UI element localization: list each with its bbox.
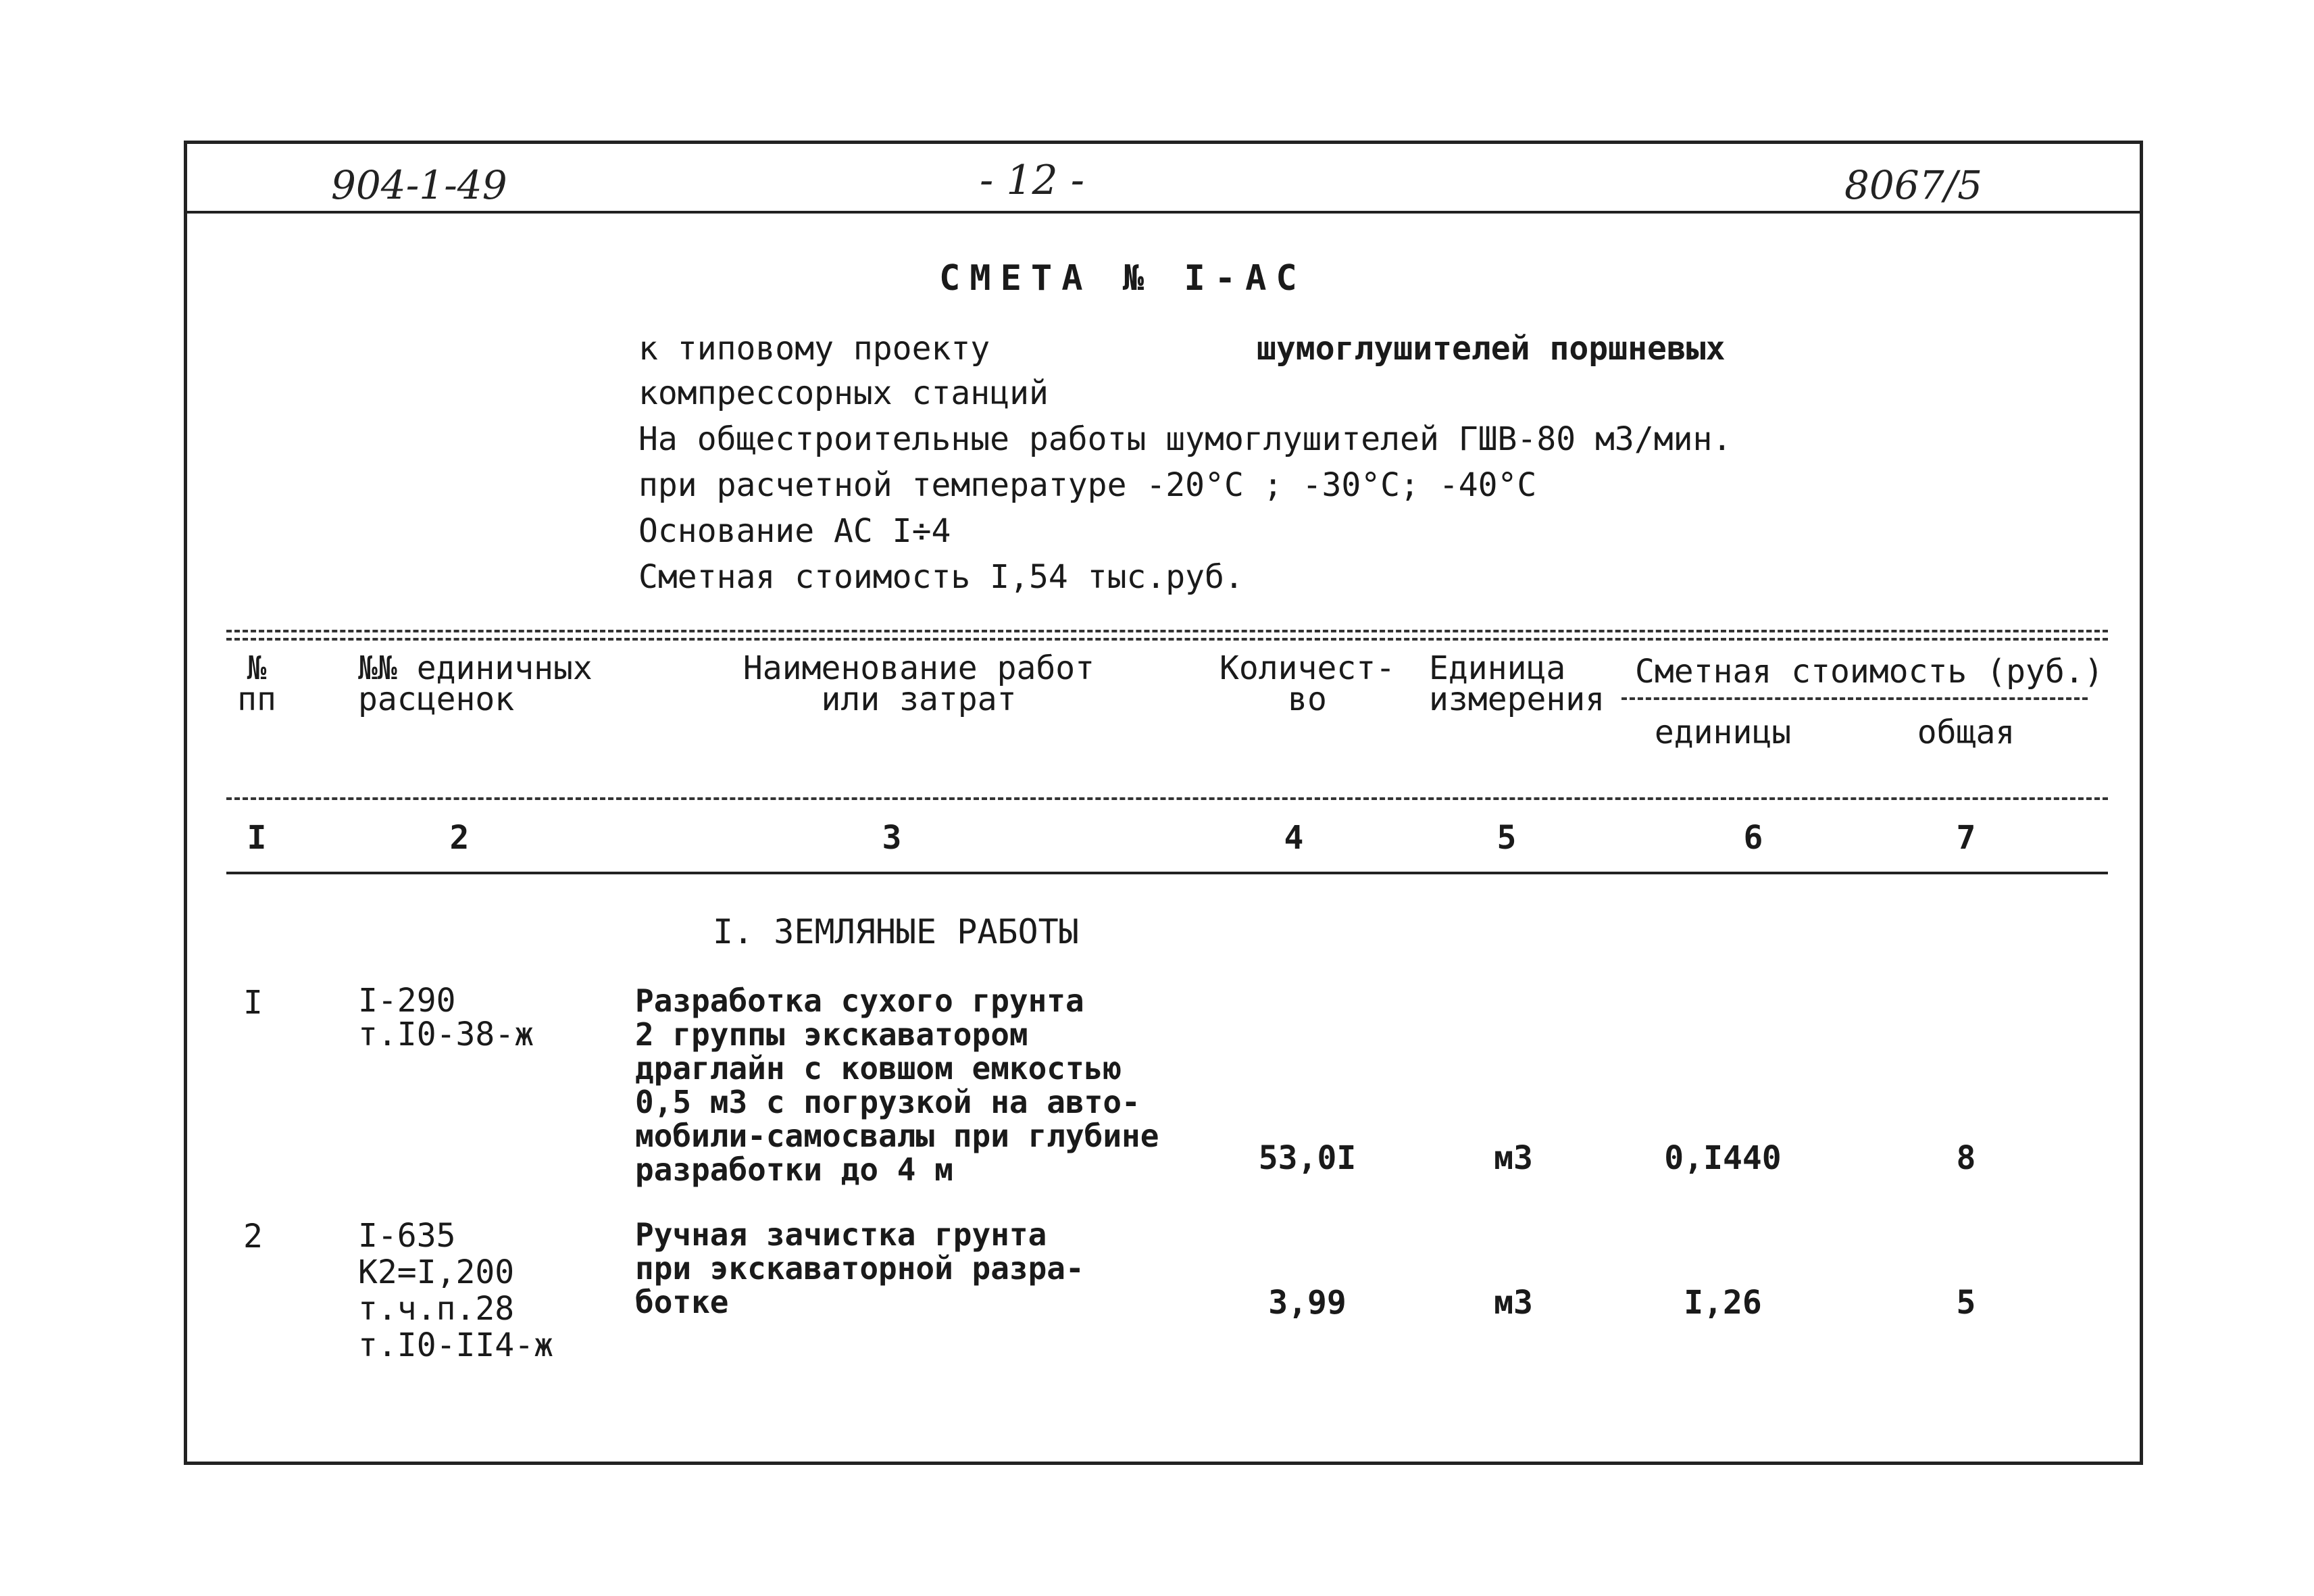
section-title: I. ЗЕМЛЯНЫЕ РАБОТЫ bbox=[713, 912, 1079, 951]
intro-line1-right: шумоглушителей поршневых bbox=[1257, 330, 1726, 368]
row-code: т.ч.п.28 bbox=[358, 1290, 515, 1328]
colnum-3: 3 bbox=[882, 819, 902, 857]
row-code: т.I0-II4-ж bbox=[358, 1326, 553, 1364]
row-total: 8 bbox=[1956, 1139, 1976, 1177]
intro-line2: компрессорных станций bbox=[638, 374, 1049, 412]
row-desc-line: 0,5 м3 с погрузкой на авто- bbox=[635, 1084, 1140, 1120]
header-col5-line2: измерения bbox=[1429, 680, 1605, 718]
row-unit-cost: I,26 bbox=[1684, 1284, 1762, 1322]
row-codes bbox=[358, 984, 534, 1051]
intro-line1-left: к типовому проекту bbox=[638, 330, 990, 368]
page-number: - 12 - bbox=[980, 157, 1085, 204]
intro-line3: На общестроительные работы шумоглушителей ГШВ-80 м3/мин. bbox=[638, 420, 1732, 458]
table-top-rule-2 bbox=[226, 638, 2108, 641]
row-desc-line: разработки до 4 м bbox=[635, 1151, 953, 1188]
row-codes bbox=[358, 1218, 553, 1364]
archive-number: 8067/5 bbox=[1844, 162, 1983, 208]
row-desc-line: мобили-самосвалы при глубине bbox=[635, 1118, 1159, 1154]
header-col5-line1: Единица bbox=[1429, 649, 1566, 687]
header-col4-line1: Количест- bbox=[1219, 649, 1396, 687]
row-desc-line: Ручная зачистка грунта bbox=[635, 1216, 1047, 1253]
row-unit: м3 bbox=[1494, 1284, 1533, 1322]
row-desc-line: 2 группы экскаватором bbox=[635, 1016, 1028, 1053]
intro-line4: при расчетной температуре -20°С ; -30°С; -40°С bbox=[638, 466, 1537, 504]
row-unit-cost: 0,I440 bbox=[1664, 1139, 1782, 1177]
row-description bbox=[635, 984, 1159, 1187]
header-col3-line2: или затрат bbox=[821, 680, 1017, 718]
header-col4 bbox=[1209, 649, 1405, 718]
intro-line6: Сметная стоимость I,54 тыс.руб. bbox=[638, 558, 1244, 596]
colnum-1: I bbox=[247, 819, 267, 857]
row-desc-line: при экскаваторной разра- bbox=[635, 1250, 1084, 1287]
header-col2 bbox=[358, 649, 593, 718]
row-code: I-635 bbox=[358, 1217, 456, 1255]
colnum-7: 7 bbox=[1956, 819, 1976, 857]
row-total: 5 bbox=[1956, 1284, 1976, 1322]
colnum-2: 2 bbox=[449, 819, 470, 857]
row-unit: м3 bbox=[1494, 1139, 1533, 1177]
header-col1 bbox=[230, 649, 284, 718]
column-numbers-bottom-rule bbox=[226, 872, 2108, 874]
row-number: 2 bbox=[243, 1218, 263, 1255]
column-numbers-top-rule bbox=[226, 797, 2108, 800]
row-desc-line: драглайн с ковшом емкостью bbox=[635, 1050, 1122, 1087]
header-col6: единицы bbox=[1654, 714, 1792, 751]
cost-group-rule bbox=[1621, 697, 2088, 700]
intro-line5: Основание АС I÷4 bbox=[638, 512, 951, 550]
row-number: I bbox=[243, 984, 263, 1022]
colnum-5: 5 bbox=[1496, 819, 1517, 857]
header-col4-line2: во bbox=[1288, 680, 1327, 718]
row-desc-line: Разработка сухого грунта bbox=[635, 982, 1084, 1019]
table-top-rule bbox=[226, 630, 2108, 632]
row-quantity: 53,0I bbox=[1258, 1139, 1357, 1177]
row-code: т.I0-38-ж bbox=[358, 1016, 534, 1053]
row-desc-line: ботке bbox=[635, 1284, 729, 1320]
header-divider bbox=[184, 211, 2143, 214]
header-cost-group: Сметная стоимость (руб.) bbox=[1635, 653, 2104, 691]
row-code: K2=I,200 bbox=[358, 1253, 515, 1291]
header-col5 bbox=[1429, 649, 1605, 718]
row-quantity: 3,99 bbox=[1268, 1284, 1347, 1322]
project-code: 904-1-49 bbox=[331, 162, 507, 208]
header-col1-line2: пп bbox=[237, 680, 276, 718]
header-col2-line1: №№ единичных bbox=[358, 649, 593, 687]
header-col1-line1: № bbox=[247, 649, 267, 687]
header-col2-line2: расценок bbox=[358, 680, 515, 718]
row-code: I-290 bbox=[358, 982, 456, 1020]
header-col3-line1: Наименование работ bbox=[743, 649, 1095, 687]
row-description bbox=[635, 1218, 1084, 1319]
header-col7: общая bbox=[1917, 714, 2015, 751]
document-title: СМЕТА № I-АС bbox=[939, 258, 1307, 299]
header-col3 bbox=[676, 649, 1162, 718]
colnum-6: 6 bbox=[1743, 819, 1763, 857]
colnum-4: 4 bbox=[1284, 819, 1304, 857]
